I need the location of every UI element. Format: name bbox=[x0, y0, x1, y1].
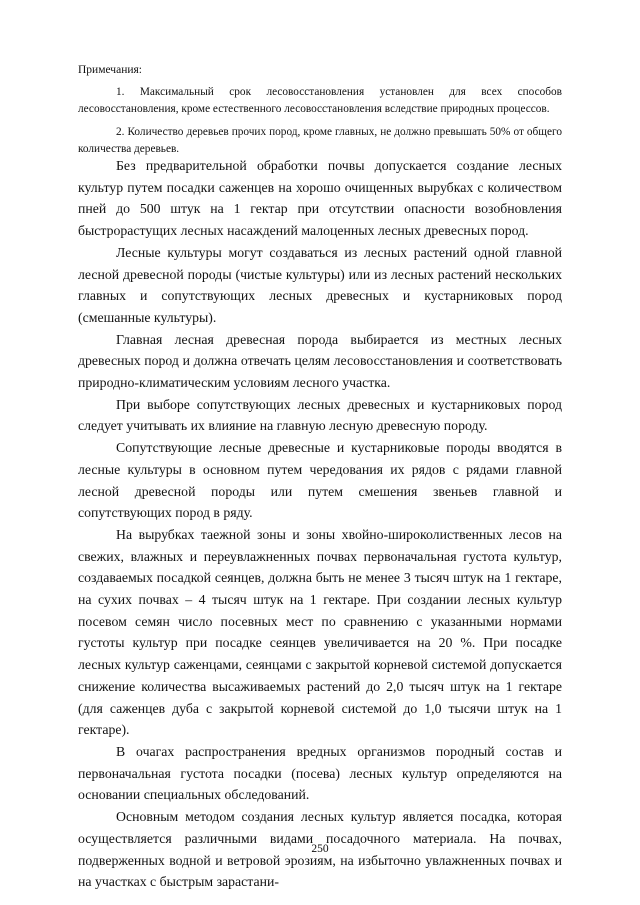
paragraph-3: Главная лесная древесная порода выбирается из местных лесных древесных пород и должна отвечать целям лесовосстановления и соответствовать природно-климатическим условиям лесного участка. bbox=[78, 331, 562, 391]
note-2: 2. Количество деревьев прочих пород, кроме главных, не должно превышать 50% от общего количества деревьев. bbox=[78, 126, 562, 155]
paragraph-8: Основным методом создания лесных культур является посадка, которая осуществляется различными видами посадочного материала. На почвах, подверженных водной и ветровой эрозиям, на избыточно увлажненных почвах и на участках с быстрым зарастани- bbox=[78, 809, 562, 890]
paragraph-1: Без предварительной обработки почвы допускается создание лесных культур путем посадки саженцев на хорошо очищенных вырубках с количеством пней до 500 штук на 1 гектар при отсутствии опасности возобновления быстрорастущих лесных насаждений малоценных лесных древесных пород. bbox=[78, 158, 562, 239]
body-text bbox=[78, 155, 562, 893]
paragraph-6: На вырубках таежной зоны и зоны хвойно-широколиственных лесов на свежих, влажных и переувлажненных почвах первоначальная густота культур, создаваемых посадкой сеянцев, должна быть не менее 3 тысяч штук на 1 гектаре, на сухих почвах – 4 тысяч штук на 1 гектаре. При создании лесных культур посевом семян число посевных мест по сравнению с указанными нормами густоты культур при посадке сеянцев увеличивается на 20 %. При посадке лесных культур саженцами, сеянцами с закрытой корневой системой допускается снижение количества высаживаемых растений до 2,0 тысяч штук на 1 гектаре (для саженцев дуба с закрытой корневой системой до 1,0 тысячи штук на 1 гектаре). bbox=[78, 526, 562, 738]
note-1: 1. Максимальный срок лесовосстановления установлен для всех способов лесовосстановления, кроме естественного лесовосстановления вследствие природных процессов. bbox=[78, 86, 562, 115]
paragraph-2: Лесные культуры могут создаваться из лесных растений одной главной лесной древесной породы (чистые культуры) или из лесных растений нескольких главных и сопутствующих лесных древесных и кустарниковых пород (смешанные культуры). bbox=[78, 244, 562, 325]
paragraph-5: Сопутствующие лесные древесные и кустарниковые породы вводятся в лесные культуры в основном путем чередования их рядов с рядами главной лесной древесной породы или путем смешения звеньев главной и сопутствующих пород в ряду. bbox=[78, 440, 562, 521]
page-number: 250 bbox=[311, 843, 329, 855]
paragraph-7: В очагах распространения вредных организмов породный состав и первоначальная густота посадки (посева) лесных культур определяются на основании специальных обследований. bbox=[78, 743, 562, 803]
paragraph-4: При выборе сопутствующих лесных древесных и кустарниковых пород следует учитывать их влияние на главную лесную древесную породу. bbox=[78, 396, 562, 434]
notes-heading: Примечания: bbox=[78, 64, 142, 76]
